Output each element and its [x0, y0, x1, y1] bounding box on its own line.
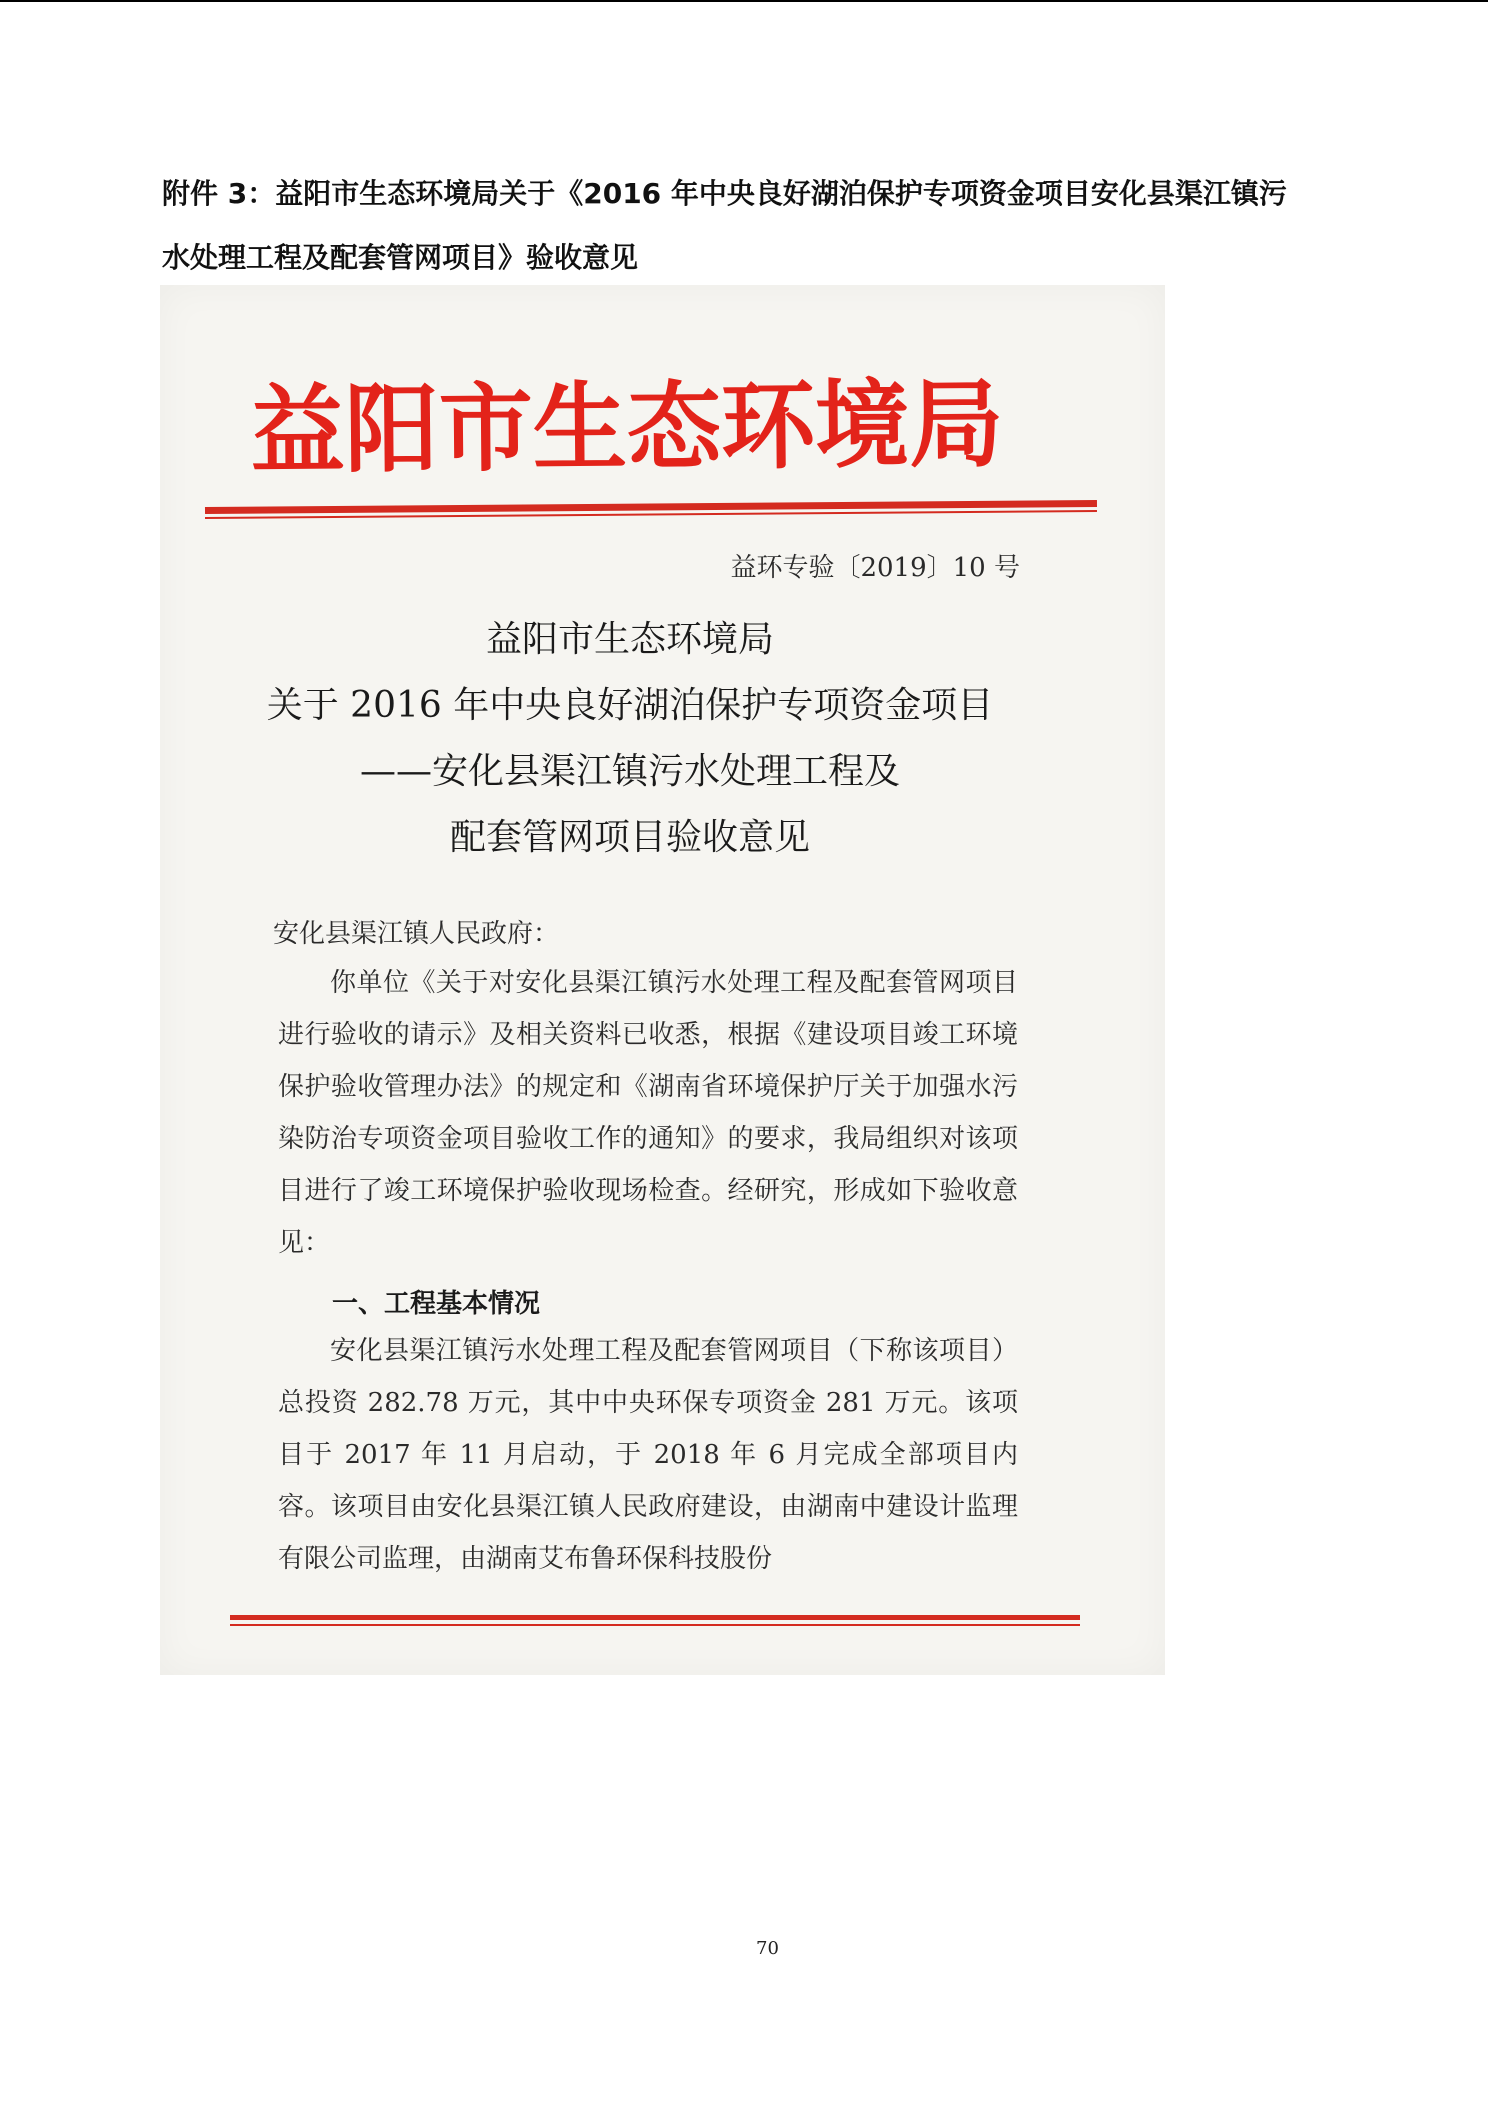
page-top-rule	[0, 0, 1488, 2]
scanned-document	[160, 285, 1165, 1675]
document-title-line-1: 益阳市生态环境局	[485, 619, 774, 660]
document-title-line-4: 配套管网项目验收意见	[449, 817, 810, 858]
attachment-heading	[162, 162, 1342, 290]
document-title	[190, 607, 1070, 871]
addressee: 安化县渠江镇人民政府：	[273, 919, 560, 949]
body-paragraph-2: 安化县渠江镇污水处理工程及配套管网项目（下称该项目）总投资 282.78 万元，其中中央环保专项资金 281 万元。该项目于 2017 年 11 月启动，于 2018 年 6 月完成全部项目内容。该项目由安化县渠江镇人民政府建设，由湖南中建设计监理有限公司监理，由湖南艾布鲁环保科技股份	[278, 1336, 1018, 1574]
document-number: 益环专验〔2019〕10 号	[730, 553, 1020, 583]
footer-red-rule-thin	[230, 1624, 1080, 1626]
page-number: 70	[756, 1938, 779, 1959]
attachment-heading-line-2: 水处理工程及配套管网项目》验收意见	[162, 241, 639, 274]
body-paragraph-1: 你单位《关于对安化县渠江镇污水处理工程及配套管网项目进行验收的请示》及相关资料已收悉，根据《建设项目竣工环境保护验收管理办法》的规定和《湖南省环境保护厅关于加强水污染防治专项资金项目验收工作的通知》的要求，我局组织对该项目进行了竣工环境保护验收现场检查。经研究，形成如下验收意见：	[278, 968, 1018, 1258]
document-title-line-3: ——安化县渠江镇污水处理工程及	[359, 751, 900, 792]
attachment-heading-line-1: 附件 3：益阳市生态环境局关于《2016 年中央良好湖泊保护专项资金项目安化县渠江镇污	[162, 177, 1287, 210]
letterhead: 益阳市生态环境局	[250, 367, 1004, 487]
section-heading-1: 一、工程基本情况	[332, 1289, 541, 1319]
document-title-line-2: 关于 2016 年中央良好湖泊保护专项资金项目	[266, 685, 994, 726]
footer-red-rule-thick	[230, 1615, 1080, 1620]
